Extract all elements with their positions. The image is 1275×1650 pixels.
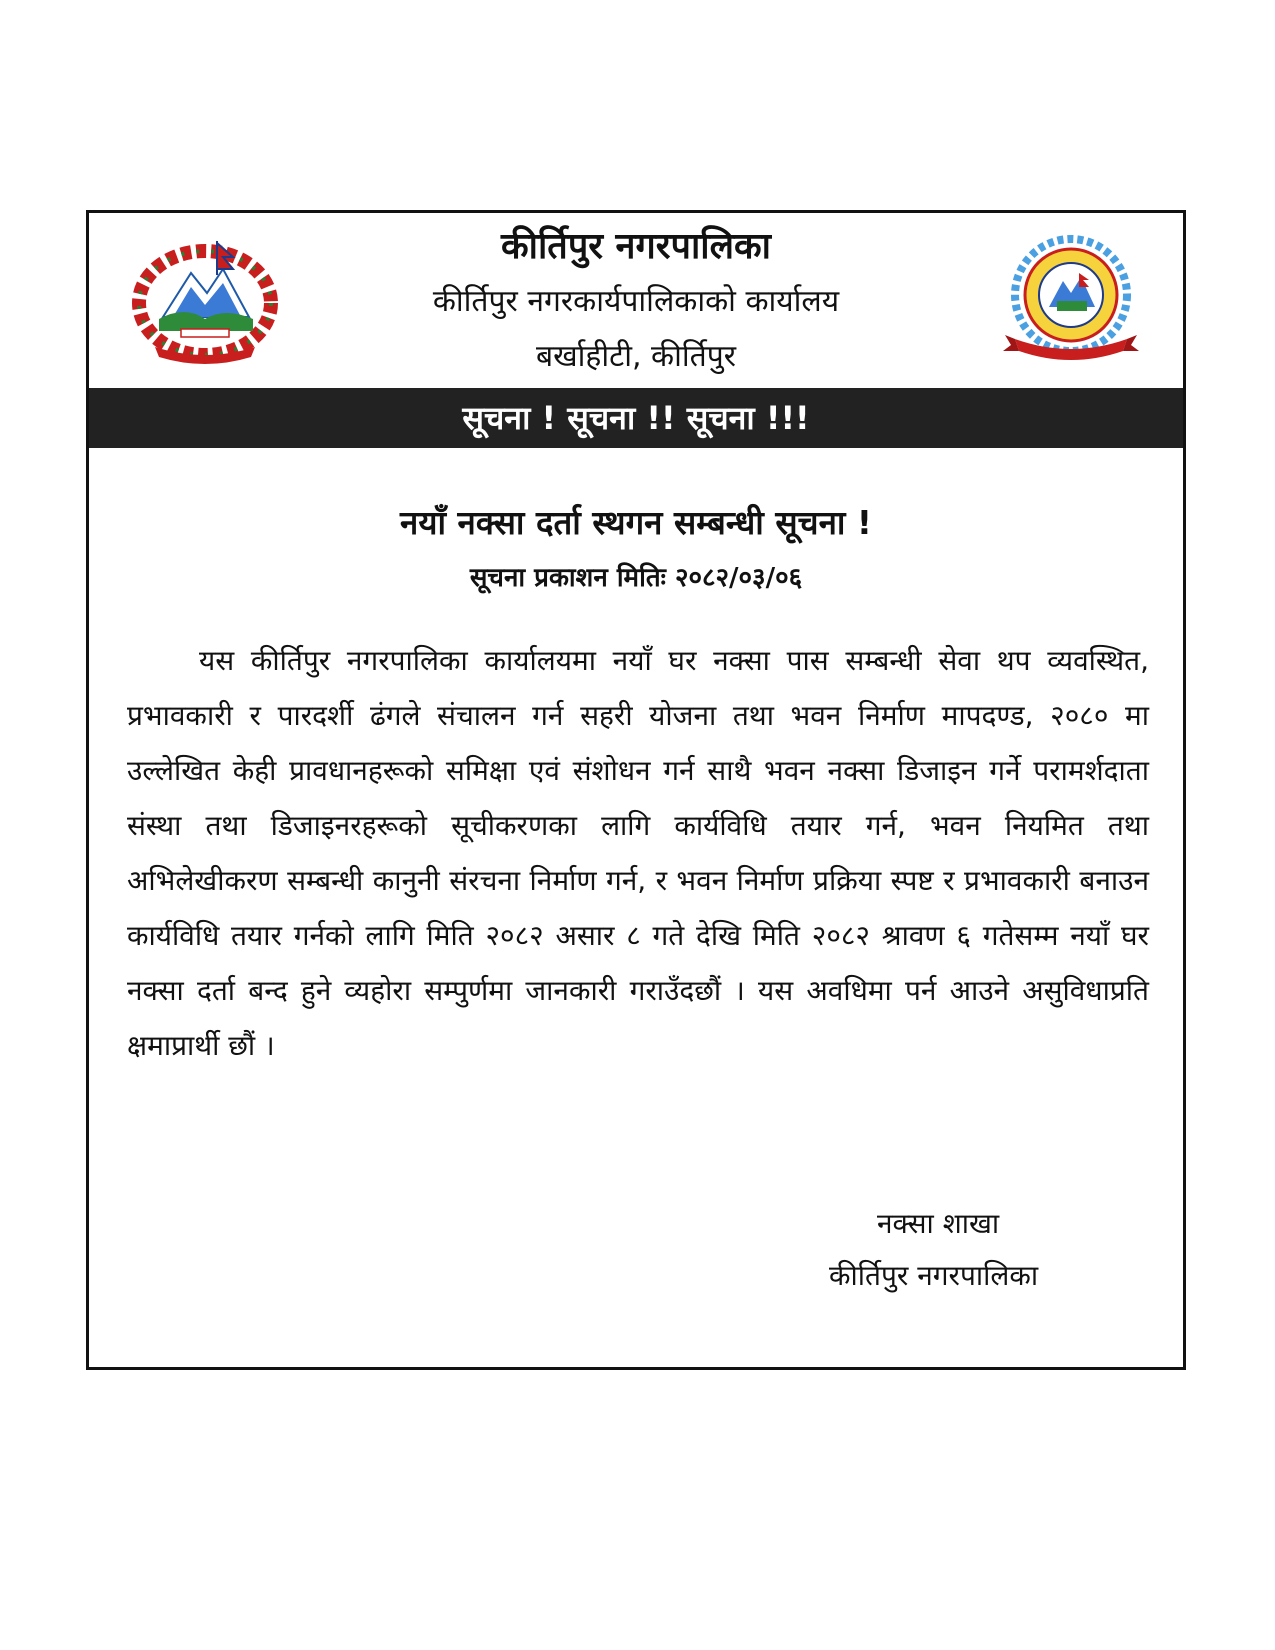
- office-address: बर्खाहीटी, कीर्तिपुर: [535, 339, 737, 374]
- nepal-coat-of-arms-icon: [125, 235, 285, 365]
- header-block: [309, 221, 963, 383]
- office-name: कीर्तिपुर नगरकार्यपालिकाको कार्यालय: [432, 284, 840, 319]
- notice-title: नयाँ नक्सा दर्ता स्थगन सम्बन्धी सूचना !: [400, 503, 872, 542]
- notice-frame: [86, 210, 1186, 1370]
- publish-date: सूचना प्रकाशन मितिः २०८२/०३/०६: [469, 563, 803, 593]
- signature-organization: कीर्तिपुर नगरपालिका: [829, 1259, 1039, 1292]
- notice-body: यस कीर्तिपुर नगरपालिका कार्यालयमा नयाँ घर नक्सा पास सम्बन्धी सेवा थप व्यवस्थित, प्रभावकारी र पारदर्शी ढंगले संचालन गर्न सहरी योजना तथा भवन निर्माण मापदण्ड, २०८० मा उल्लेखित केही प्रावधानहरूको समिक्षा एवं संशोधन गर्न साथै भवन नक्सा डिजाइन गर्ने परामर्शदाता संस्था तथा डिजाइनरहरूको सूचीकरणका लागि कार्यविधि तयार गर्न, भवन नियमित तथा अभिलेखीकरण सम्बन्धी कानुनी संरचना निर्माण गर्न, र भवन निर्माण प्रक्रिया स्पष्ट र प्रभावकारी बनाउन कार्यविधि तयार गर्नको लागि मिति २०८२ असार ८ गते देखि मिति २०८२ श्रावण ६ गतेसम्म नयाँ घर नक्सा दर्ता बन्द हुने व्यहोरा सम्पुर्णमा जानकारी गराउँदछौं । यस अवधिमा पर्न आउने असुविधाप्रति क्षमाप्रार्थी छौं ।: [127, 644, 1150, 1062]
- signature-block: [829, 1198, 1149, 1302]
- notice-banner: सूचना ! सूचना !! सूचना !!!: [89, 388, 1183, 448]
- signature-department: नक्सा शाखा: [877, 1207, 1000, 1240]
- kirtipur-municipality-logo-icon: [991, 235, 1151, 365]
- org-name: कीर्तिपुर नगरपालिका: [501, 226, 771, 267]
